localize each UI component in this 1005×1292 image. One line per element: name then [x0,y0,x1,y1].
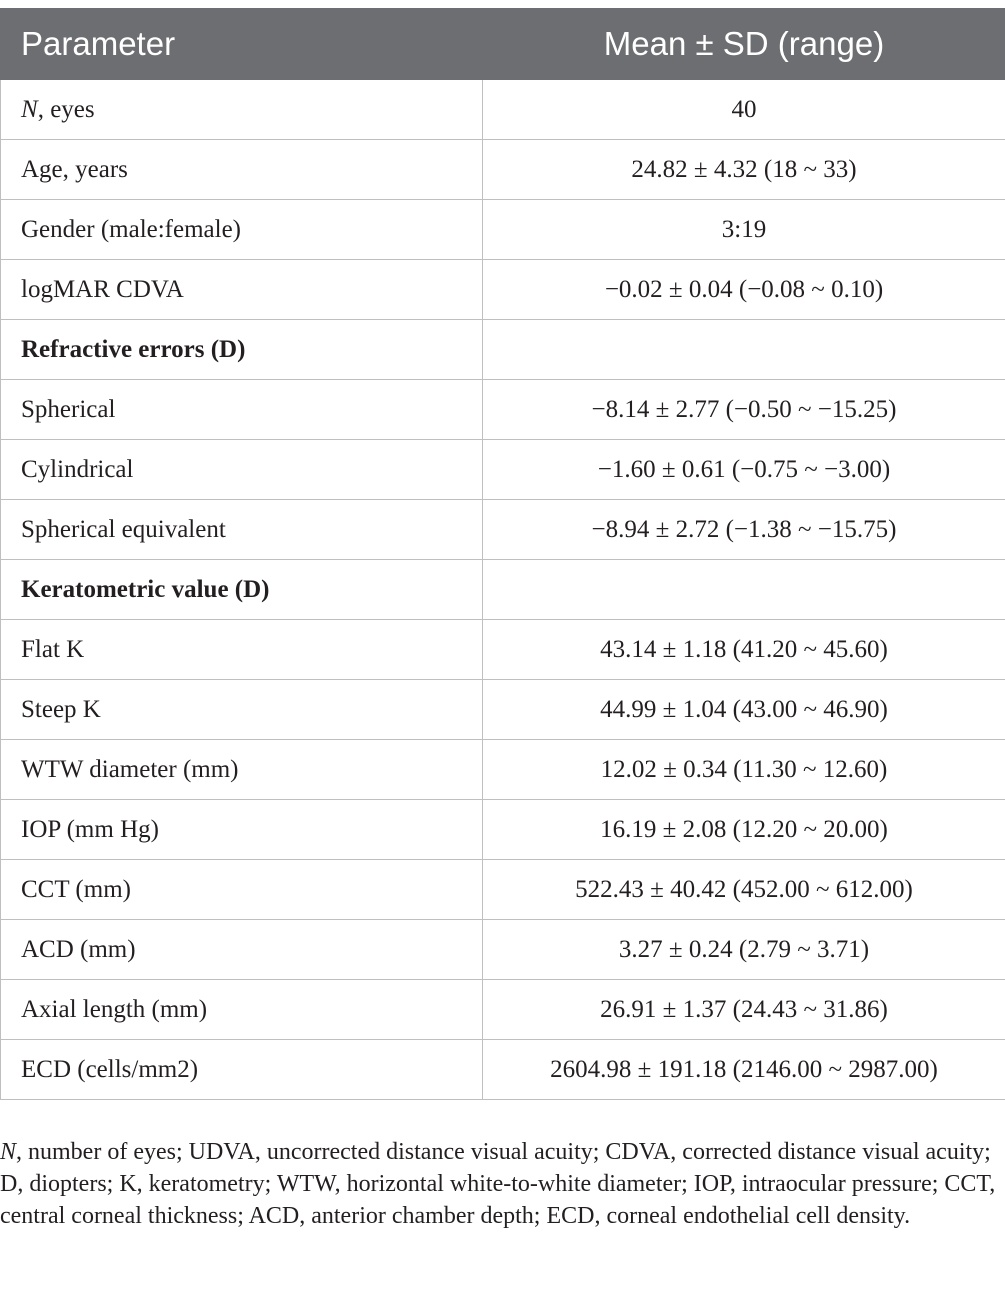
cell-parameter [1,980,483,1040]
cell-parameter [1,620,483,680]
cell-value: 16.19 ± 2.08 (12.20 ~ 20.00) [483,800,1005,860]
cell-parameter [1,1040,483,1100]
cell-value: 12.02 ± 0.34 (11.30 ~ 12.60) [483,740,1005,800]
cell-value: −8.14 ± 2.77 (−0.50 ~ −15.25) [483,380,1005,440]
cell-parameter-label: IOP (mm Hg) [21,815,159,843]
footnote-italic-lead: N [0,1139,17,1165]
cell-value: 40 [483,80,1005,140]
cell-parameter [1,440,483,500]
cell-parameter-label: ACD (mm) [21,935,136,963]
cell-value: −0.02 ± 0.04 (−0.08 ~ 0.10) [483,260,1005,320]
parameters-table [0,8,1005,1100]
cell-parameter-label: Spherical equivalent [21,515,226,543]
cell-value: −1.60 ± 0.61 (−0.75 ~ −3.00) [483,440,1005,500]
cell-parameter [1,740,483,800]
table-header-row [1,9,1005,80]
table-row [1,80,1005,140]
table-row [1,620,1005,680]
cell-parameter [1,680,483,740]
cell-parameter [1,260,483,320]
table-row [1,200,1005,260]
cell-parameter-label: logMAR CDVA [21,275,184,303]
cell-value: 522.43 ± 40.42 (452.00 ~ 612.00) [483,860,1005,920]
header-mean-sd-range: Mean ± SD (range) [483,9,1005,80]
cell-parameter-label: Flat K [21,635,85,663]
cell-parameter-label: ECD (cells/mm2) [21,1055,199,1083]
table-row [1,320,1005,380]
footnote-text: , number of eyes; UDVA, uncorrected distance visual acuity; CDVA, corrected distance visual acuity; D, diopters; K, keratometry; WTW, horizontal white-to-white diameter; IOP, intraocular pressure; CCT, central corneal thickness; ACD, anterior chamber depth; ECD, corneal endothelial cell density. [0,1139,996,1229]
table-footnote [0,1136,1000,1232]
cell-parameter [1,140,483,200]
table-row [1,500,1005,560]
table-row [1,1040,1005,1100]
cell-value: −8.94 ± 2.72 (−1.38 ~ −15.75) [483,500,1005,560]
cell-parameter-label: Axial length (mm) [21,995,208,1023]
table-row [1,260,1005,320]
cell-parameter-label: Age, years [21,155,128,183]
header-parameter: Parameter [1,9,483,80]
table-row [1,380,1005,440]
cell-parameter [1,200,483,260]
cell-parameter [1,320,483,380]
cell-value: 24.82 ± 4.32 (18 ~ 33) [483,140,1005,200]
cell-parameter [1,860,483,920]
table-row [1,680,1005,740]
cell-value [483,320,1005,380]
data-table-container [0,8,1005,1100]
table-row [1,860,1005,920]
cell-parameter-italic: N [21,95,38,123]
cell-parameter-label: Gender (male:female) [21,215,242,243]
cell-parameter-label: WTW diameter (mm) [21,755,239,783]
table-row [1,980,1005,1040]
cell-parameter [1,80,483,140]
table-row [1,740,1005,800]
cell-value [483,560,1005,620]
cell-parameter-label: Spherical [21,395,116,423]
table-row [1,920,1005,980]
cell-value: 3:19 [483,200,1005,260]
cell-value: 2604.98 ± 191.18 (2146.00 ~ 2987.00) [483,1040,1005,1100]
cell-parameter-label: CCT (mm) [21,875,131,903]
cell-parameter-label: Cylindrical [21,455,134,483]
cell-parameter [1,560,483,620]
table-row [1,440,1005,500]
cell-value: 44.99 ± 1.04 (43.00 ~ 46.90) [483,680,1005,740]
table-body [1,80,1005,1100]
cell-parameter-label: , eyes [37,95,95,123]
table-row [1,800,1005,860]
table-row [1,140,1005,200]
cell-value: 43.14 ± 1.18 (41.20 ~ 45.60) [483,620,1005,680]
cell-parameter [1,380,483,440]
table-row [1,560,1005,620]
cell-parameter [1,500,483,560]
cell-parameter-label: Keratometric value (D) [21,575,270,603]
cell-value: 26.91 ± 1.37 (24.43 ~ 31.86) [483,980,1005,1040]
cell-parameter [1,920,483,980]
cell-parameter [1,800,483,860]
cell-parameter-label: Steep K [21,695,101,723]
cell-value: 3.27 ± 0.24 (2.79 ~ 3.71) [483,920,1005,980]
cell-parameter-label: Refractive errors (D) [21,335,246,363]
